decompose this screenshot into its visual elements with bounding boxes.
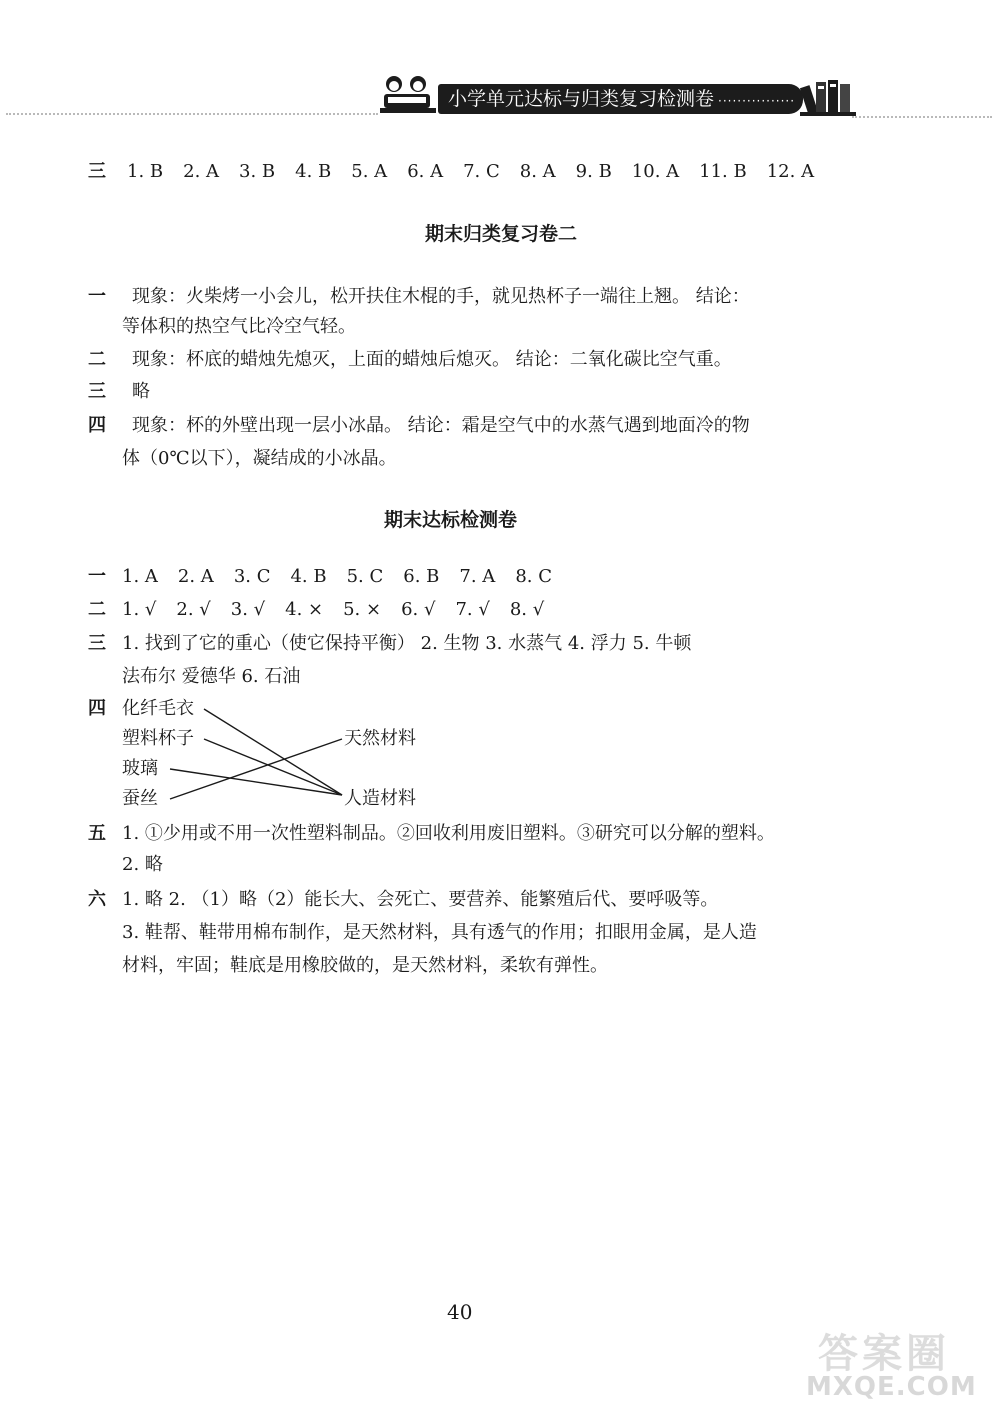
answer-item: 1. A: [122, 566, 158, 587]
answer-text: 法布尔 爱德华 6. 石油: [122, 666, 301, 687]
match-line: [204, 709, 342, 795]
answer-item: 12. A: [766, 161, 815, 182]
match-left-item: 蚕丝: [122, 788, 158, 809]
match-right-item: 天然材料: [344, 728, 416, 749]
question-number: 六: [88, 889, 106, 910]
answer-item: 3. C: [233, 566, 271, 587]
answer-text: 1. 找到了它的重心（使它保持平衡） 2. 生物 3. 水蒸气 4. 浮力 5. 牛顿: [122, 633, 692, 654]
question-number: 三: [88, 161, 106, 182]
answer-item: 7. √: [455, 599, 490, 620]
banner-title: 小学单元达标与归类复习检测卷: [448, 88, 715, 110]
watermark-url: MXQE.COM: [806, 1372, 977, 1402]
page-number: 40: [447, 1300, 473, 1324]
question-number: 二: [88, 599, 106, 620]
watermark-logo: 答案圈: [818, 1331, 950, 1377]
answer-item: 2. A: [183, 161, 220, 182]
answer-item: 8. A: [519, 161, 556, 182]
answer-item: 6. √: [401, 599, 436, 620]
answer-item: 4. ×: [285, 599, 324, 620]
question-number: 一: [88, 566, 106, 587]
answer-item: 10. A: [631, 161, 680, 182]
match-left-item: 玻璃: [122, 758, 158, 779]
answer-text: 现象：杯的外壁出现一层小冰晶。 结论：霜是空气中的水蒸气遇到地面冷的物: [132, 415, 750, 436]
answer-item: 5. A: [351, 161, 388, 182]
question-number: 二: [88, 349, 106, 370]
question-number: 四: [88, 698, 106, 719]
answer-item: 4. B: [290, 566, 327, 587]
answer-item: 8. C: [515, 566, 552, 587]
section-title-final-test: 期末达标检测卷: [384, 509, 518, 531]
answer-text: 体（0℃以下），凝结成的小冰晶。: [122, 448, 397, 469]
answer-text: 1. ①少用或不用一次性塑料制品。②回收利用废旧塑料。③研究可以分解的塑料。: [122, 823, 775, 844]
question-number: 五: [88, 823, 106, 844]
answer-text: 3. 鞋帮、鞋带用棉布制作，是天然材料，具有透气的作用；扣眼用金属，是人造: [122, 922, 757, 943]
answer-item: 6. A: [407, 161, 444, 182]
match-left-item: 化纤毛衣: [122, 698, 194, 719]
answer-item: 5. C: [346, 566, 384, 587]
match-line: [170, 769, 342, 795]
answer-item: 7. A: [459, 566, 496, 587]
question-number: 三: [88, 633, 106, 654]
answer-item: 2. A: [177, 566, 214, 587]
answer-item: 6. B: [403, 566, 440, 587]
question-number: 三: [88, 381, 106, 402]
answer-text: 材料，牢固；鞋底是用橡胶做的，是天然材料，柔软有弹性。: [122, 955, 608, 976]
answer-item: 8. √: [509, 599, 545, 620]
answer-text: 现象：火柴烤一小会儿，松开扶住木棍的手，就见热杯子一端往上翘。 结论：: [132, 286, 750, 307]
answer-item: 5. ×: [343, 599, 382, 620]
answer-item: 1. B: [127, 161, 164, 182]
answer-text: 略: [132, 381, 150, 402]
match-left-item: 塑料杯子: [122, 728, 194, 749]
answer-item: 2. √: [176, 599, 211, 620]
banner-dots: ················: [718, 94, 796, 108]
match-line: [170, 739, 342, 799]
question-number: 四: [88, 415, 106, 436]
answer-item: 3. B: [239, 161, 276, 182]
answer-item: 11. B: [699, 161, 747, 182]
answer-item: 3. √: [230, 599, 266, 620]
answer-text: 等体积的热空气比冷空气轻。: [122, 316, 356, 337]
answer-text: 1. 略 2. （1）略（2）能长大、会死亡、要营养、能繁殖后代、要呼吸等。: [122, 889, 719, 910]
answer-item: 7. C: [463, 161, 500, 182]
match-line: [204, 739, 342, 795]
answer-text: 2. 略: [122, 854, 163, 875]
section-title-review2: 期末归类复习卷二: [425, 223, 578, 245]
match-right-item: 人造材料: [344, 788, 416, 809]
question-number: 一: [88, 286, 106, 307]
answer-item: 9. B: [575, 161, 612, 182]
answer-item: 1. √: [122, 599, 157, 620]
answer-item: 4. B: [295, 161, 332, 182]
answer-text: 现象：杯底的蜡烛先熄灭，上面的蜡烛后熄灭。 结论：二氧化碳比空气重。: [132, 349, 732, 370]
